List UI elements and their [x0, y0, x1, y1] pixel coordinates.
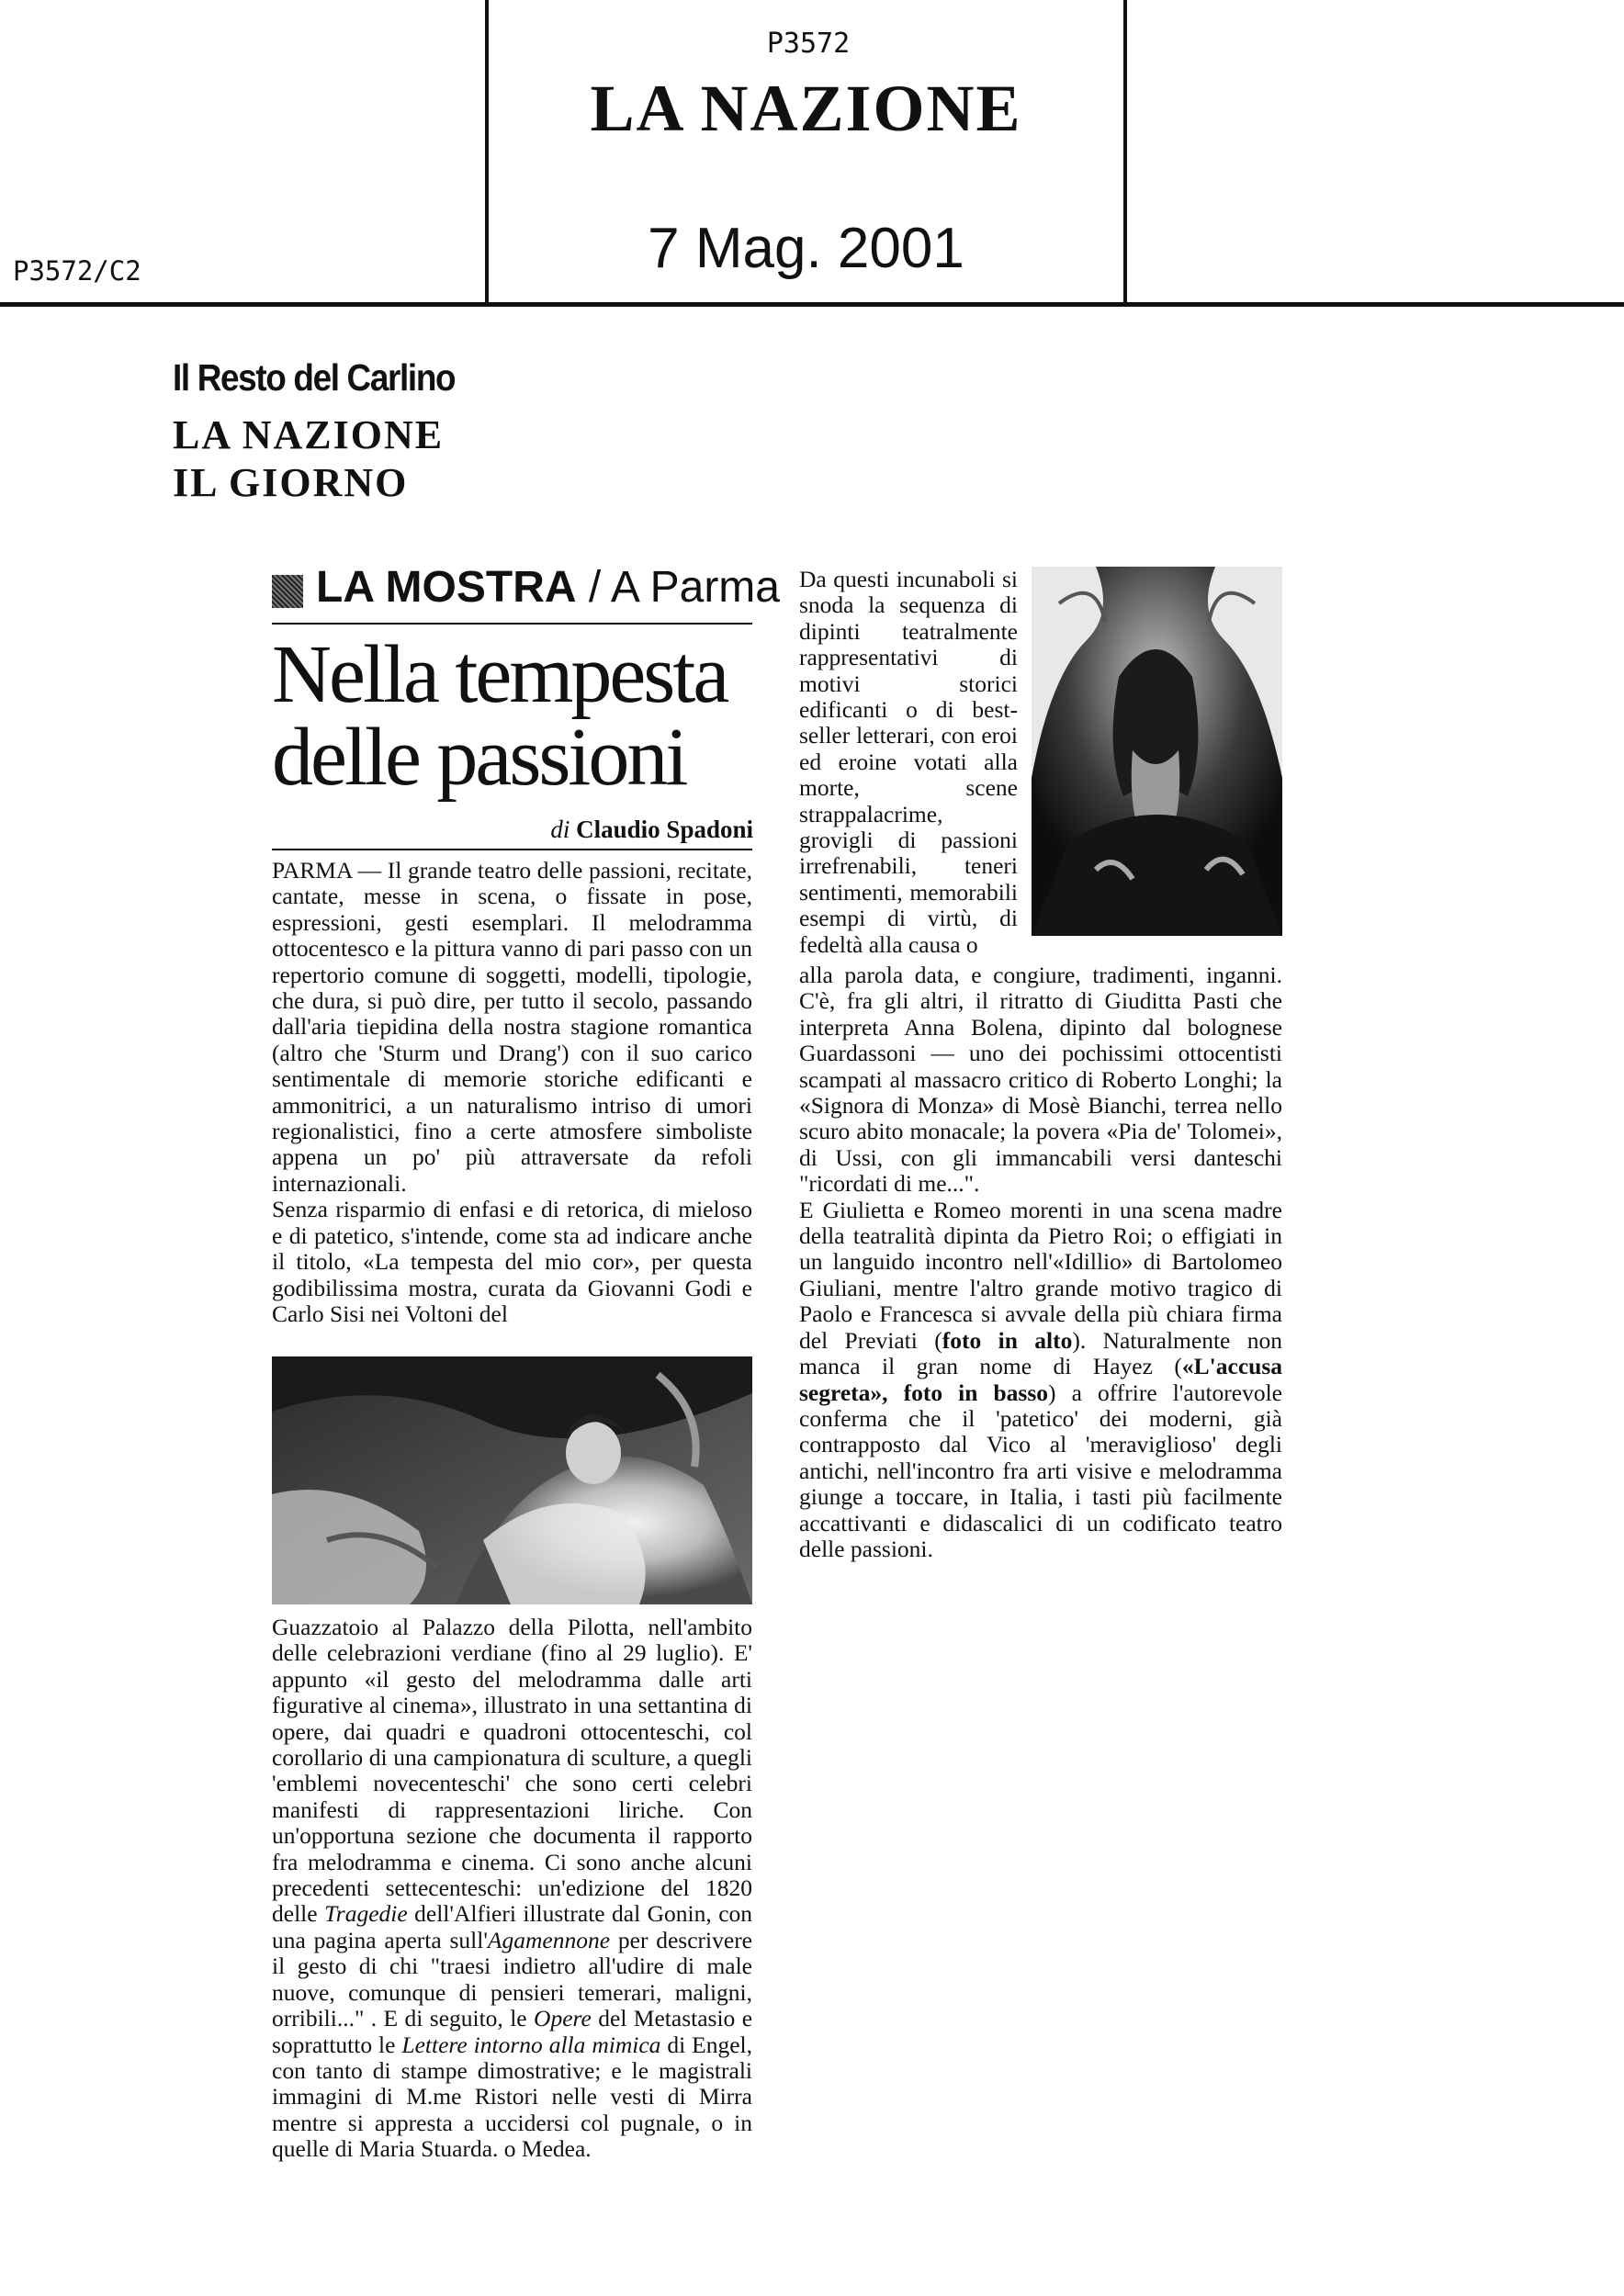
headline: [272, 629, 759, 803]
text-run: dell'Alfieri illustrate dal Gonin, con una pagina aperta sull': [272, 1900, 753, 1953]
clipping-date: 7 Mag. 2001: [648, 217, 964, 280]
paragraph: [272, 1615, 752, 2163]
byline: [496, 816, 753, 844]
header-rule: [0, 302, 1624, 307]
headline-line-2: delle passioni: [272, 712, 686, 803]
photo-hayez: [272, 1356, 752, 1604]
text-run: di Engel, con tanto di stampe dimostrative; e le magistrali immagini di M.me Ristori nelle vesti di Mirra mentre si appresta a uccidersi col pugnale, o in quelle di Maria Stuarda. o Medea.: [272, 2031, 753, 2163]
headline-line-1: Nella tempesta: [272, 629, 727, 720]
byline-prefix: di: [550, 816, 570, 843]
title-opere: Opere: [534, 2005, 592, 2032]
kicker-label: LA MOSTRA: [316, 563, 577, 612]
kicker: [316, 563, 780, 612]
column-2-top: [799, 567, 1018, 958]
paragraph: [799, 1198, 1282, 1563]
photo-previati-image: [1032, 567, 1282, 936]
kicker-separator: /: [588, 563, 602, 612]
title-tragedie: Tragedie: [324, 1900, 408, 1928]
kicker-rule: [272, 623, 752, 625]
clipping-code-left: P3572/C2: [13, 255, 141, 287]
header-divider-right: [1123, 0, 1127, 306]
photo-hayez-image: [272, 1356, 752, 1604]
column-1-bottom: [272, 1615, 752, 2163]
masthead-title: LA NAZIONE: [590, 72, 1022, 145]
text-run: ). Naturalmente non manca il gran nome di Hayez (: [799, 1326, 1282, 1380]
text-run: del Metastasio e soprattutto le: [272, 2005, 753, 2058]
masthead-resto-del-carlino: Il Resto del Carlino: [173, 356, 456, 399]
text-run: per descrivere il gesto di chi "traesi indietro all'udire di male nuove, comunque di pensieri temerari, maligni, orribili..." . E di seguito, le: [272, 1926, 753, 2032]
clipping-code-top: P3572: [766, 28, 851, 60]
byline-name: Claudio Spadoni: [576, 816, 753, 843]
kicker-square: [272, 575, 303, 608]
masthead-il-giorno: IL GIORNO: [173, 460, 409, 505]
paragraph: PARMA — Il grande teatro delle passioni, recitate, cantate, messe in scena, o fissate in pose, espressioni, gesti esemplari. Il melodramma ottocentesco e la pittura vanno di pari passo con un repertorio comune di soggetti, modelli, tipologie, che dura, si può dire, per tutto il secolo, passando dall'aria tiepidina della nostra stagione romantica (altro che 'Sturm und Drang') con il suo carico sentimentale di memorie storiche edificanti e ammonitrici, a un naturalismo intriso di umori regionalistici, fino a certe atmosfere simboliste appena un po' più attraversate da refoli internazionali.: [272, 857, 752, 1197]
column-1-top: [272, 858, 752, 1327]
photo-credit-bottom: «L'accusa segreta», foto in basso: [799, 1353, 1282, 1406]
text-run: E Giulietta e Romeo morenti in una scena madre della teatralità dipinta da Pietro Roi; o effigiati in un languido incontro nell'«Idillio» di Bartolomeo Giuliani, mentre l'altro grande motivo tragico di Paolo e Francesca si avvale della più chiara firma del Previati (: [799, 1196, 1282, 1354]
masthead-la-nazione: LA NAZIONE: [173, 412, 445, 457]
text-run: ) a offrire l'autorevole conferma che il 'patetico' dei moderni, già contrapposto dal Vico al 'meraviglioso' degli antichi, nell'incontro fra arti visive e melodramma giunge a toccare, in Italia, i tasti più facilmente accattivanti e didascalici di un codificato teatro delle passioni.: [799, 1379, 1282, 1562]
column-2-bottom: [799, 962, 1282, 1562]
paragraph: Senza risparmio di enfasi e di retorica, di mieloso e di patetico, s'intende, come sta ad indicare anche il titolo, «La tempesta del mio cor», per questa godibilissima mostra, curata da Giovanni Godi e Carlo Sisi nei Voltoni del: [272, 1196, 752, 1327]
paragraph: alla parola data, e congiure, tradimenti, inganni. C'è, fra gli altri, il ritratto di Giuditta Pasti che interpreta Anna Bolena, dipinto dal bolognese Guardassoni — uno dei pochissimi ottocentisti scampati al massacro critico di Roberto Longhi; la «Signora di Monza» di Mosè Bianchi, terrea nello scuro abito monacale; la povera «Pia de' Tolomei», di Ussi, con gli immancabili versi danteschi "ricordati di me...".: [799, 962, 1282, 1198]
kicker-place: A Parma: [610, 563, 780, 612]
text-run: Guazzatoio al Palazzo della Pilotta, nell'ambito delle celebrazioni verdiane (fino al 29 luglio). E' appunto «il gesto del melodramma dalle arti figurative al cinema», illustrato in una settantina di opere, dai quadri e quadroni ottocenteschi, col corollario di una campionatura di sculture, a quegli 'emblemi novecenteschi' che sono certi celebri manifesti di rappresentazioni liriche. Con un'opportuna sezione che documenta il rapporto fra melodramma e cinema. Ci sono anche alcuni precedenti settecenteschi: un'edizione del 1820 delle: [272, 1614, 752, 1928]
title-agamennone: Agamennone: [487, 1926, 611, 1953]
paragraph: Da questi incunaboli si snoda la sequenza di dipinti teatralmente rappresentativi di motivi storici edificanti o di best-seller letterari, con eroi ed eroine votati alla morte, scene strappalacrime, grovigli di passioni irrefrenabili, teneri sentimenti, memorabili esempi di virtù, di fedeltà alla causa o: [799, 566, 1018, 958]
byline-rule: [272, 849, 752, 850]
photo-credit-top: foto in alto: [942, 1326, 1073, 1354]
title-lettere: Lettere intorno alla mimica: [401, 2031, 661, 2058]
photo-previati: [1032, 567, 1282, 936]
